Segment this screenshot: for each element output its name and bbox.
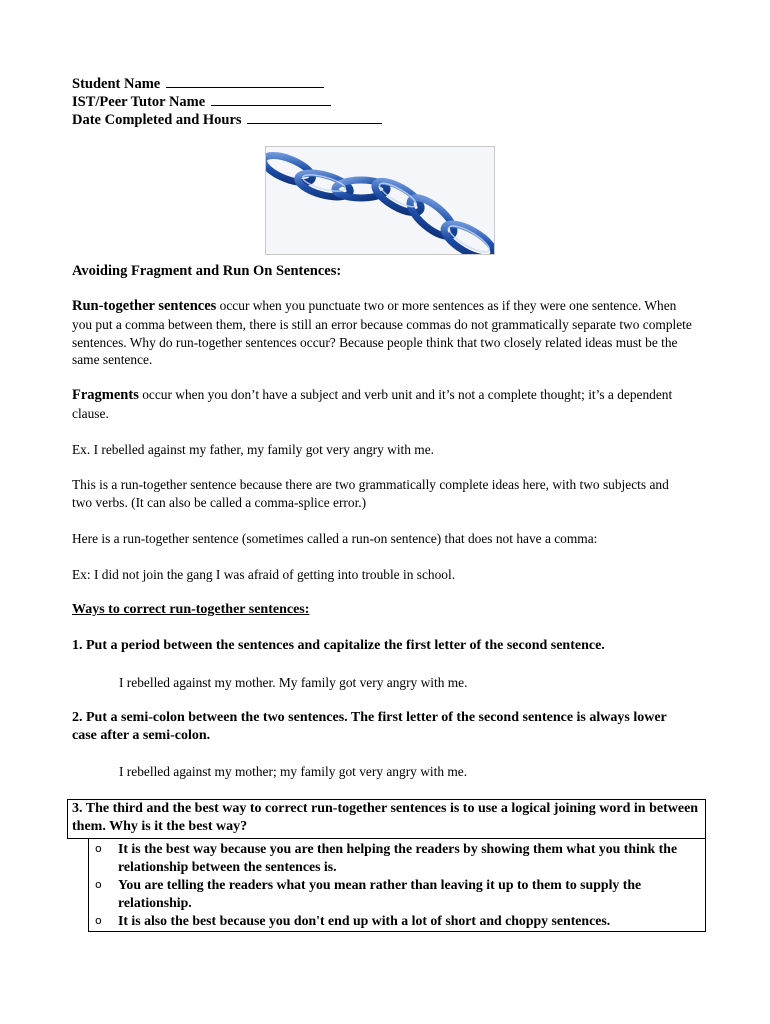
page-title: Avoiding Fragment and Run On Sentences: xyxy=(72,263,342,279)
chain-icon xyxy=(266,147,494,254)
student-name-blank[interactable] xyxy=(166,74,324,88)
fragments-text: occur when you don’t have a subject and verb unit and it’s not a complete thought; it’s a dependent clause. xyxy=(72,387,673,421)
tutor-name-blank[interactable] xyxy=(211,92,331,106)
bullet-text: You are telling the readers what you mean rather than leaving it up to them to supply the relationship. xyxy=(118,877,642,910)
example-1: Ex. I rebelled against my father, my family got very angry with me. xyxy=(72,442,435,457)
student-name-row xyxy=(72,74,324,93)
run-together-text: occur when you punctuate two or more sentences as if they were one sentence. When you put a comma between them, there is still an error because commas do not grammatically separate two complete sentences. Why do run-together sentences occur? Because people think that two closely related ideas must be the same sentence. xyxy=(72,298,692,368)
bullet-marker: o xyxy=(95,878,102,891)
rule-1: 1. Put a period between the sentences and capitalize the first letter of the second sentence. xyxy=(72,638,605,653)
tutor-name-row xyxy=(72,92,331,111)
explanation-2: Here is a run-together sentence (sometimes called a run-on sentence) that does not have a comma: xyxy=(72,531,598,546)
explanation-1: This is a run-together sentence because there are two grammatically complete ideas here, with two subjects and two verbs. (It can also be called a comma-splice error.) xyxy=(72,477,669,510)
rule-1-example: I rebelled against my mother. My family got very angry with me. xyxy=(119,675,468,690)
chain-image xyxy=(265,146,495,255)
bullet-text: It is the best way because you are then helping the readers by showing them what you think the relationship between the sentences is. xyxy=(118,841,678,874)
date-label: Date Completed and Hours xyxy=(72,112,242,128)
date-blank[interactable] xyxy=(247,110,382,124)
bullet-text: It is also the best because you don't end up with a lot of short and choppy sentences. xyxy=(118,913,611,928)
fragments-paragraph xyxy=(72,386,692,423)
student-name-label: Student Name xyxy=(72,76,161,92)
rule-2: 2. Put a semi-colon between the two sentences. The first letter of the second sentence is always lower case after a semi-colon. xyxy=(72,710,667,743)
date-row xyxy=(72,110,382,129)
fragments-term: Fragments xyxy=(72,387,139,403)
rule-3: 3. The third and the best way to correct run-together sentences is to use a logical joining word in between them. Why is it the best way? xyxy=(72,801,699,834)
run-together-term: Run-together sentences xyxy=(72,298,217,314)
bullet-marker: o xyxy=(95,842,102,855)
run-together-paragraph xyxy=(72,297,692,369)
rule-2-example: I rebelled against my mother; my family got very angry with me. xyxy=(119,764,468,779)
example-2: Ex: I did not join the gang I was afraid of getting into trouble in school. xyxy=(72,567,456,582)
tutor-name-label: IST/Peer Tutor Name xyxy=(72,94,206,110)
bullet-marker: o xyxy=(95,914,102,927)
ways-heading: Ways to correct run-together sentences: xyxy=(72,602,310,617)
